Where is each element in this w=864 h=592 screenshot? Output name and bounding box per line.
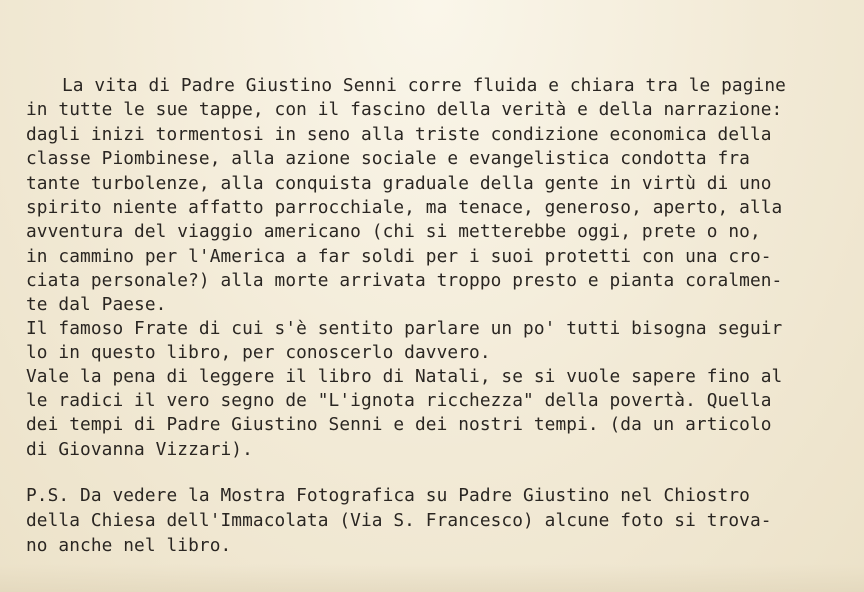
text-line: ciata personale?) alla morte arrivata troppo presto e pianta coralmen- [26, 270, 783, 291]
text-line: della Chiesa dell'Immacolata (Via S. Francesco) alcune foto si trova- [26, 510, 772, 531]
text-line: te dal Paese. [26, 294, 167, 315]
text-line: dei tempi di Padre Giustino Senni e dei nostri tempi. (da un articolo [26, 414, 772, 435]
text-line: tante turbolenze, alla conquista graduale della gente in virtù di uno [26, 173, 772, 194]
text-line: in tutte le sue tappe, con il fascino della verità e della narrazione: [26, 99, 783, 120]
text-line: avventura del viaggio americano (chi si metterebbe oggi, prete o no, [26, 221, 761, 242]
text-line: lo in questo libro, per conoscerlo davvero. [26, 342, 491, 363]
text-line: le radici il vero segno de "L'ignota ricchezza" della povertà. Quella [26, 390, 772, 411]
text-line: classe Piombinese, alla azione sociale e evangelistica condotta fra [26, 148, 750, 169]
text-line: di Giovanna Vizzari). [26, 439, 253, 460]
text-line: Vale la pena di leggere il libro di Natali, se si vuole sapere fino al [26, 366, 783, 387]
text-line: P.S. Da vedere la Mostra Fotografica su Padre Giustino nel Chiostro [26, 485, 750, 506]
paper-shading [0, 564, 864, 592]
text-line: dagli inizi tormentosi in seno alla triste condizione economica della [26, 124, 772, 145]
text-line: La vita di Padre Giustino Senni corre fluida e chiara tra le pagine [62, 75, 786, 96]
text-line: no anche nel libro. [26, 535, 232, 556]
text-line: spirito niente affatto parrocchiale, ma tenace, generoso, aperto, alla [26, 197, 783, 218]
text-line: Il famoso Frate di cui s'è sentito parlare un po' tutti bisogna seguir [26, 318, 783, 339]
text-line: in cammino per l'America a far soldi per i suoi protetti con una cro- [26, 246, 772, 267]
